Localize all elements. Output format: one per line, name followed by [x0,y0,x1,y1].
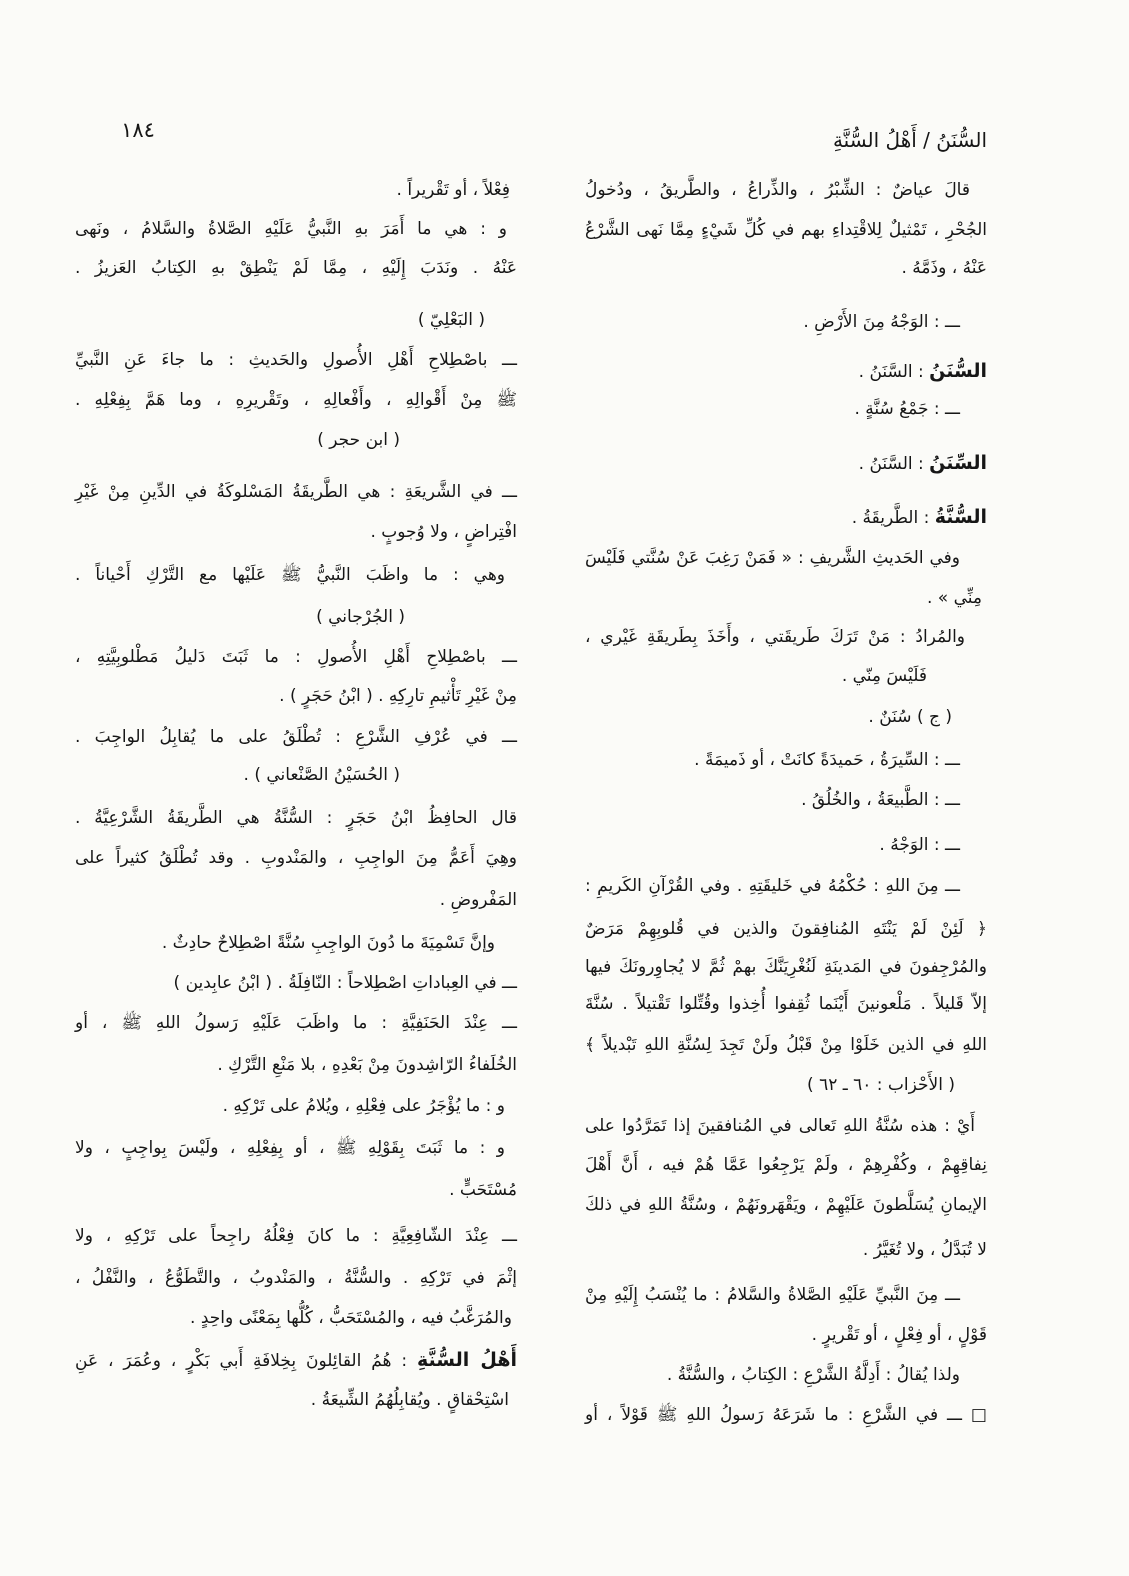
entry-line: ـــ : السِّيرَةُ ، حَميدَةً كانَتْ ، أو ذَميمَةً . [694,750,960,770]
headword-line [585,502,987,532]
page-number: ١٨٤ [121,118,155,142]
definition-text: : السَّنَنُ . [858,362,924,382]
entry-line: ـــ في العِباداتِ اصْطِلاحاً : النّافِلَةُ . ( ابْنُ عابِدين ) [173,973,517,993]
citation: ( البَعْلِيّ ) [417,310,485,330]
entry-line: نِفاقِهِمْ ، وكُفْرِهِمْ ، ولَمْ يَرْجِعُوا عَمَّا هُمْ فيه ، أَنَّ أَهْلَ [585,1155,987,1175]
citation: ( الجُرْجاني ) [316,607,405,627]
entry-line: ـــ مِنَ اللهِ : حُكْمُهُ في خَليقَتِهِ . وفي القُرْآنِ الكَريمِ : [585,876,960,896]
entry-line: ( ج ) سُنَنٌ . [868,707,952,727]
headword-line [585,356,987,386]
entry-line: فِعْلاً ، أو تَقْريراً . [396,180,510,200]
entry-line: مُسْتَحَبٍّ . [449,1180,517,1200]
running-header: السُّنَنُ / أَهْلُ السُّنَّةِ [832,128,987,152]
headword: السُّنَنُ [929,360,987,382]
citation: ( الأَحْزاب : ٦٠ ـ ٦٢ ) [807,1075,955,1095]
quran-line: إلاّ قَليلاً . مَلْعونينَ أَيْنَما ثُقِفوا أُخِذوا وقُتِّلوا تَقْتيلاً . سُنَّةَ [585,994,987,1014]
citation: ( الحُسَيْنُ الصَّنْعاني ) . [243,765,400,785]
entry-line: لا تُبَدَّلُ ، ولا تُغَيَّرُ . [862,1240,987,1260]
entry-line: ـــ مِنَ النَّبيِّ عَلَيْهِ الصَّلاةُ والسَّلامُ : ما يُنْسَبُ إِلَيْهِ مِنْ [585,1285,960,1305]
entry-line: مِنِّي » . [926,588,982,608]
entry-line: ـــ عِنْدَ الشّافِعِيَّةِ : ما كانَ فِعْلُهُ راجِحاً على تَرْكِهِ ، ولا [75,1226,517,1246]
entry-line: الجُحْرِ ، تَمْثيلٌ لِلاقْتِداءِ بهم في كُلِّ شَيْءٍ مِمَّا نَهى الشَّرْعُ [585,220,987,240]
entry-line: ـــ باصْطِلاحِ أَهْلِ الأُصولِ : ما ثَبَتَ دَليلُ مَطْلوبِيَّتِهِ ، [75,647,517,667]
entry-line: اسْتِحْقاقٍ . ويُقابِلُهُمُ الشِّيعَةُ . [310,1390,509,1410]
entry-line: ـــ في عُرْفِ الشَّرْعِ : تُطْلَقُ على ما يُقابِلُ الواجِبَ . [75,727,517,747]
entry-line: إثْمَ في تَرْكِهِ . والسُّنَّةُ ، والمَنْدوبُ ، والتَّطَوُّعُ ، والنَّفْلُ ، [75,1268,517,1288]
entry-line: أَيْ : هذه سُنَّةُ اللهِ تَعالى في المُنافقينَ إذا تَمَرَّدُوا على [585,1116,975,1136]
entry-line: والمُرادُ : مَنْ تَرَكَ طَريقَتي ، وأَخَذَ بِطَريقَةِ غَيْري ، [585,627,965,647]
entry-line: ـــ : جَمْعُ سُنَّةٍ . [854,399,960,419]
definition-text: : السَّنَنُ . [858,454,924,474]
quran-line: اللهِ في الذين خَلَوْا مِنْ قَبْلُ ولَنْ تَجِدَ لِسُنَّةِ اللهِ تَبْديلاً ﴾ [585,1035,987,1055]
entry-line: والمُرَغَّبُ فيه ، والمُسْتَحَبُّ ، كُلُّها بِمَعْنًى واحِدٍ . [190,1308,512,1328]
left-column [75,0,517,1576]
entry-line: عَنْهُ ، وذَمَّهُ . [901,258,987,278]
entry-line: المَفْروضِ . [439,890,517,910]
entry-line: □ ـــ في الشَّرْعِ : ما شَرَعَهُ رَسولُ اللهِ ﷺ قَوْلاً ، أو [585,1405,987,1425]
entry-line: فَلَيْسَ مِنّي . [841,666,927,686]
entry-line: الإيمانِ يُسَلَّطونَ عَلَيْهِمْ ، ويَقْهَرونَهُمْ ، وسُنَّةُ اللهِ في ذلكَ [585,1195,987,1215]
entry-line: و : هي ما أَمَرَ بهِ النَّبيُّ عَلَيْهِ الصَّلاةُ والسَّلامُ ، ونَهى [75,219,507,239]
entry-line: وهِيَ أَعَمُّ مِنَ الواجِبِ ، والمَنْدوبِ . وقد تُطْلَقُ كثيراً على [75,848,517,868]
entry-line: ـــ : الطَّبيعَةُ ، والخُلُقُ . [801,790,960,810]
entry-line: ـــ في الشَّريعَةِ : هي الطَّريقَةُ المَسْلوكَةُ في الدِّينِ مِنْ غَيْرِ [75,482,517,502]
headword-line [585,448,987,478]
entry-line: وفي الحَديثِ الشَّريفِ : « فَمَنْ رَغِبَ عَنْ سُنَّتي فَلَيْسَ [585,548,960,568]
entry-line: ـــ باصْطِلاحِ أَهْلِ الأُصولِ والحَديثِ : ما جاءَ عَنِ النَّبيِّ [75,350,517,370]
entry-line: وإنَّ تَسْمِيَةَ ما دُونَ الواجِبِ سُنَّةً اصْطِلاحٌ حادِثٌ . [161,933,495,953]
entry-line: مِنْ غَيْرِ تَأْثيمِ تارِكِهِ . ( ابْنُ حَجَرٍ ) . [279,686,517,706]
entry-line: و : ما ثَبَتَ بِقَوْلِهِ ﷺ ، أو بِفِعْلِهِ ، ولَيْسَ بِواجِبٍ ، ولا [75,1138,505,1158]
entry-line: عَنْهُ . ونَدَبَ إِلَيْهِ ، مِمَّا لَمْ يَنْطِقْ بهِ الكِتابُ العَزيزُ . [75,258,517,278]
entry-line: الخُلَفاءُ الرّاشِدونَ مِنْ بَعْدِهِ ، بلا مَنْعِ التَّرْكِ . [217,1055,517,1075]
quran-line: ﴿ لَئِنْ لَمْ يَنْتَهِ المُنافِقونَ والذين في قُلوبِهِمْ مَرَضٌ [585,919,987,939]
citation: ( ابن حجر ) [317,430,400,450]
definition-text: : الطَّريقَةُ . [851,508,930,528]
headword: السُّنَّةُ [934,506,987,528]
definition-text: : هُمُ القائِلونَ بِخِلافَةِ أَبي بَكْرٍ ، وعُمَرَ ، عَنِ [75,1351,408,1371]
entry-line: ـــ : الوَجْهُ مِنَ الأَرْضِ . [803,312,960,332]
entry-line: ولذا يُقالُ : أَدِلَّةُ الشَّرْعِ : الكِتابُ ، والسُّنَّةُ . [666,1365,960,1385]
entry-line: قَوْلٍ ، أو فِعْلٍ ، أو تَقْريرٍ . [811,1325,987,1345]
entry-line: ﷺ مِنْ أَقْوالِهِ ، وأَفْعالِهِ ، وتَقْريرِهِ ، وما هَمَّ بِفِعْلِهِ . [75,390,517,410]
entry-line: قال الحافِظُ ابْنُ حَجَرٍ : السُّنَّةُ هي الطَّريقَةُ الشَّرْعِيَّةُ . [75,808,517,828]
headword: السِّنَنُ [929,452,987,474]
entry-line: افْتِراضٍ ، ولا وُجوبٍ . [370,522,517,542]
quran-line: والمُرْجِفونَ في المَدينَةِ لَنُغْرِيَنَّكَ بهمْ ثُمَّ لا يُجاوِرونَكَ فيها [585,957,987,977]
entry-line: و : ما يُؤْجَرُ على فِعْلِهِ ، ويُلامُ على تَرْكِهِ . [222,1096,505,1116]
entry-line: قالَ عياضٌ : الشِّبْرُ ، والذِّراعُ ، والطَّريقُ ، ودُخولُ [585,180,970,200]
right-column [585,0,987,1576]
entry-line: ـــ : الوَجْهُ . [879,835,960,855]
headword: أَهْلُ السُّنَّةِ [417,1349,517,1371]
entry-line: ـــ عِنْدَ الحَنَفِيَّةِ : ما واظَبَ عَلَيْهِ رَسولُ اللهِ ﷺ ، أو [75,1013,517,1033]
headword-line [75,1345,517,1375]
entry-line: وهي : ما واظَبَ النَّبيُّ ﷺ عَلَيْها مع التَّرْكِ أَحْياناً . [75,565,505,585]
